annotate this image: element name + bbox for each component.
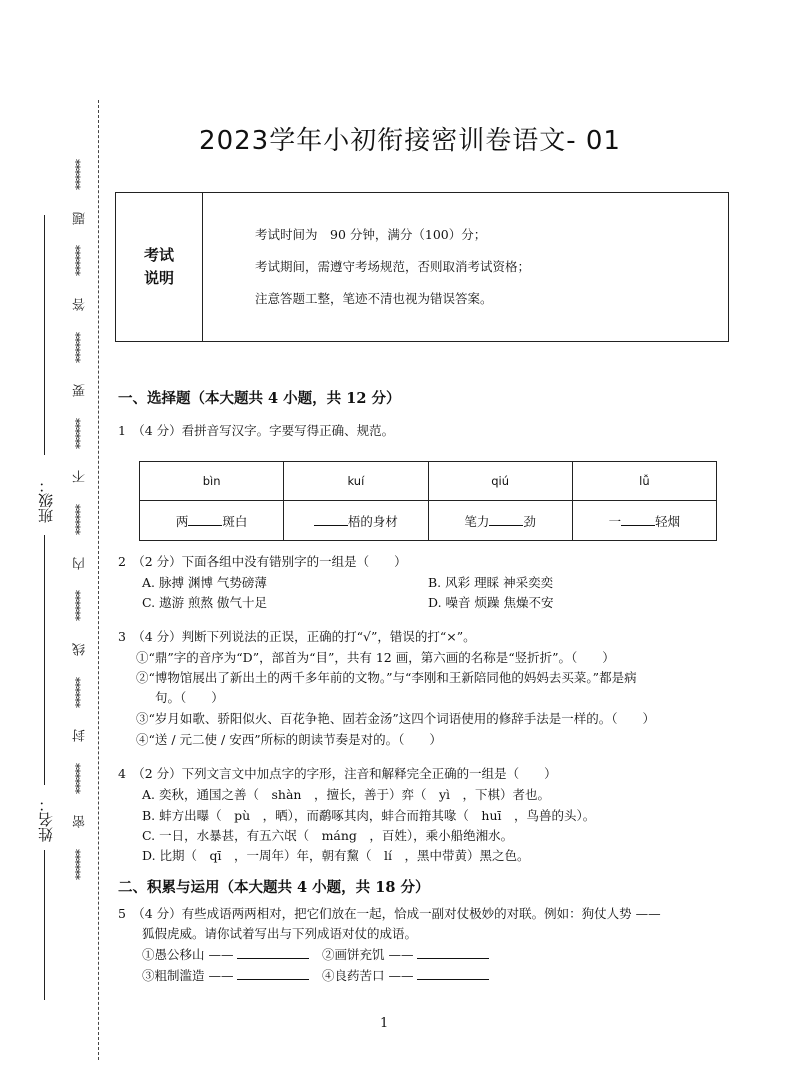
name-label: 姓名： <box>37 797 55 842</box>
statement-item: ③“岁月如歌、骄阳似火、百花争艳、固若金汤”这四个词语使用的修辞手法是一样的。（ ） <box>136 711 656 726</box>
option-b: B. 风彩 理睬 神采奕奕 <box>428 575 554 590</box>
margin-stars: ****** <box>73 246 87 277</box>
answer-blank[interactable] <box>417 967 489 980</box>
word-suffix: 斑白 <box>222 513 248 529</box>
word-cell <box>284 501 428 541</box>
exam-info-label <box>116 193 203 341</box>
margin-char: 不 <box>72 470 88 484</box>
pinyin-cell: qiú <box>428 462 572 501</box>
idiom-label: ③粗制滥造 —— <box>142 968 234 983</box>
question-stem-cont: 狐假虎威。请你试着写出与下列成语对仗的成语。 <box>142 926 418 941</box>
margin-stars: ****** <box>73 418 87 449</box>
pinyin-cell: bìn <box>140 462 284 501</box>
margin-stars: ****** <box>73 850 87 880</box>
option-d: D. 噪音 烦躁 焦燥不安 <box>428 595 554 610</box>
margin-char: 密 <box>72 815 88 829</box>
exam-info-label-line: 说明 <box>143 269 174 287</box>
statement-item: ①“鼎”字的音序为“D”，部首为“目”，共有 12 画，第六画的名称是“竖折折”。（ ） <box>136 650 615 665</box>
exam-info-line: 考试时间为 90 分钟，满分（100）分； <box>255 227 487 242</box>
exam-info-line: 注意答题工整，笔迹不清也视为错误答案。 <box>255 291 493 306</box>
margin-char: 要 <box>72 384 88 398</box>
word-cell <box>572 501 716 541</box>
question-stem: 1 （4 分）看拼音写汉字。字要写得正确、规范。 <box>118 423 395 438</box>
name-write-line[interactable] <box>44 850 45 1000</box>
margin-char: 内 <box>72 556 88 570</box>
idiom-item <box>142 945 309 963</box>
pinyin-cell: kuí <box>284 462 428 501</box>
option-d: D. 比期（ qī ，一周年）年，朝有黧（ lí ，黑中带黄）黑之色。 <box>142 848 530 863</box>
question-stem: 5 （4 分）有些成语两两相对，把它们放在一起，恰成一副对仗极妙的对联。例如：狗仗人势 —— <box>118 906 661 921</box>
answer-blank[interactable] <box>417 946 489 959</box>
margin-stars: ****** <box>73 677 87 708</box>
question-stem: 4 （2 分）下列文言文中加点字的字形，注音和解释完全正确的一组是（ ） <box>118 766 557 781</box>
answer-blank[interactable] <box>188 513 222 526</box>
option-a: A. 脉搏 渊博 气势磅薄 <box>142 575 267 590</box>
pinyin-table <box>139 461 717 541</box>
word-suffix: 轻烟 <box>655 513 681 529</box>
margin-stars: ****** <box>73 763 87 794</box>
answer-blank[interactable] <box>621 513 655 526</box>
margin-char: 答 <box>72 297 88 311</box>
page-number: 1 <box>380 1016 389 1031</box>
margin-char: 封 <box>72 729 88 743</box>
exam-info-line: 考试期间，需遵守考场规范，否则取消考试资格； <box>255 259 531 274</box>
word-prefix: 一 <box>608 513 622 529</box>
idiom-label: ②画饼充饥 —— <box>322 947 414 962</box>
answer-blank[interactable] <box>489 513 523 526</box>
idiom-item <box>142 966 309 984</box>
exam-info-lines <box>203 193 530 341</box>
word-suffix: 劲 <box>523 513 536 529</box>
section-heading: 二、积累与运用（本大题共 4 小题，共 18 分） <box>118 879 430 896</box>
idiom-label: ④良药苦口 —— <box>322 968 414 983</box>
word-prefix: 笔力 <box>464 513 490 529</box>
margin-stars: ****** <box>73 505 87 535</box>
class-write-line[interactable] <box>44 215 45 455</box>
binding-margin-text <box>66 160 94 880</box>
option-c: C. 遨游 煎熬 傲气十足 <box>142 595 268 610</box>
option-b: B. 蚌方出曝（ pù ，晒），而鹬啄其肉，蚌合而箝其喙（ huī ，鸟兽的头）。 <box>142 808 596 823</box>
word-cell <box>140 501 284 541</box>
margin-stars: ****** <box>73 591 87 622</box>
idiom-label: ①愚公移山 —— <box>142 947 234 962</box>
exam-info-label-line: 考试 <box>143 246 174 264</box>
answer-blank[interactable] <box>237 946 309 959</box>
answer-blank[interactable] <box>237 967 309 980</box>
margin-stars: ****** <box>73 160 87 190</box>
margin-char: 题 <box>72 211 88 225</box>
word-prefix: 两 <box>175 513 189 529</box>
pinyin-cell: lǚ <box>572 462 716 501</box>
word-suffix: 梧的身材 <box>347 513 398 529</box>
page-title: 2023学年小初衔接密训卷语文- 01 <box>199 126 621 156</box>
option-a: A. 奕秋，通国之善（ shàn ，擅长，善于）弈（ yì ，下棋）者也。 <box>142 787 551 802</box>
class-write-line-2[interactable] <box>44 535 45 785</box>
word-cell <box>428 501 572 541</box>
statement-item: ④“送 / 元二使 / 安西”所标的朗读节奏是对的。（ ） <box>136 732 442 747</box>
question-stem: 3 （4 分）判断下列说法的正误，正确的打“√”，错误的打“×”。 <box>118 629 476 644</box>
class-label: 班级： <box>37 478 55 523</box>
idiom-item <box>322 945 489 963</box>
binding-line <box>98 100 99 1060</box>
answer-blank[interactable] <box>314 513 348 526</box>
statement-item: 句。（ ） <box>155 690 224 705</box>
statement-item: ②“博物馆展出了新出土的两千多年前的文物。”与“李刚和王新陪同他的妈妈去买菜。”都是病 <box>136 670 637 685</box>
section-heading: 一、选择题（本大题共 4 小题，共 12 分） <box>118 390 401 407</box>
margin-stars: ****** <box>73 332 87 363</box>
idiom-item <box>322 966 489 984</box>
question-stem: 2 （2 分）下面各组中没有错别字的一组是（ ） <box>118 554 407 569</box>
option-c: C. 一日，水暴甚，有五六氓（ máng ，百姓），乘小船绝湘水。 <box>142 828 514 843</box>
margin-char: 线 <box>72 642 88 656</box>
exam-info-box <box>115 192 729 342</box>
